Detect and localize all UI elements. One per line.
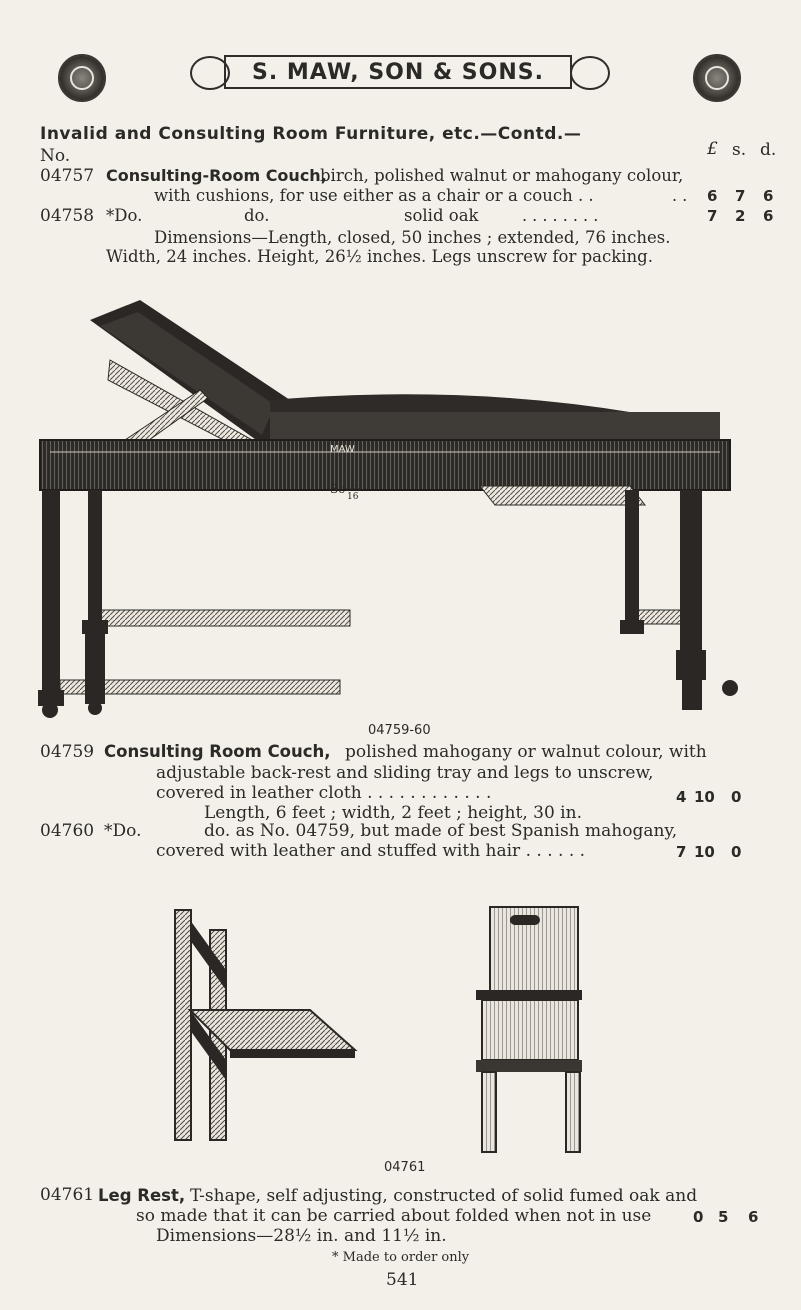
figure-caption: 04761 <box>384 1160 426 1175</box>
price-shillings: 10 <box>694 843 715 861</box>
left-seal-emblem <box>58 54 106 102</box>
figure-caption: 04759-60 <box>368 723 431 738</box>
item-no: 04759 <box>40 742 95 762</box>
item-desc-line: . . . . . . . . <box>522 206 599 225</box>
price-pounds: 7 <box>676 843 687 861</box>
price-pence: 6 <box>763 207 774 225</box>
item-desc-line: with cushions, for use either as a chair or a couch . . <box>154 186 594 205</box>
leg-rest-upright-illustration <box>470 905 590 1155</box>
item-desc-line: do. <box>244 206 270 225</box>
item-desc-line: adjustable back-rest and sliding tray and legs to unscrew, <box>156 763 654 783</box>
price-shillings: 5 <box>718 1208 729 1226</box>
couch-illustration <box>30 300 750 720</box>
item-no: 04761 <box>40 1185 95 1205</box>
scale-note: Sc <box>330 482 345 496</box>
dimensions-line: Dimensions—Length, closed, 50 inches ; extended, 76 inches. <box>154 228 671 247</box>
right-seal-emblem <box>693 54 741 102</box>
price-pounds: 6 <box>707 187 718 205</box>
price-pounds: 7 <box>707 207 718 225</box>
item-no: 04757 <box>40 166 95 186</box>
scale-numerator: 1 <box>350 479 356 489</box>
section-title: Invalid and Consulting Room Furniture, etc.—Contd.— <box>40 124 582 144</box>
price-pence: 0 <box>731 843 742 861</box>
item-name: *Do. <box>106 206 143 225</box>
price-pence: 6 <box>763 187 774 205</box>
item-desc-line: covered with leather and stuffed with hair . . . . . . <box>156 841 586 861</box>
item-desc-line: covered in leather cloth . . . . . . . . . . . . <box>156 783 492 803</box>
price-pence: 0 <box>731 788 742 806</box>
price-shillings: 10 <box>694 788 715 806</box>
price-shillings: 2 <box>735 207 746 225</box>
col-shilling: s. <box>732 140 747 160</box>
item-desc-line: Dimensions—28½ in. and 11½ in. <box>156 1226 447 1246</box>
item-name: Leg Rest, <box>98 1186 186 1205</box>
price-shillings: 7 <box>735 187 746 205</box>
price-pounds: 4 <box>676 788 687 806</box>
scale-denominator: 16 <box>347 492 359 502</box>
col-pound: £ <box>707 139 718 159</box>
price-pence: 6 <box>748 1208 759 1226</box>
footnote: * Made to order only <box>332 1250 470 1265</box>
leg-rest-folded-illustration <box>170 900 360 1150</box>
item-desc-line: solid oak <box>404 206 479 225</box>
price-pounds: 0 <box>693 1208 704 1226</box>
item-name: *Do. <box>104 821 142 841</box>
col-no: No. <box>40 146 71 166</box>
item-name: Consulting-Room Couch, <box>106 166 327 185</box>
item-desc-line: do. as No. 04759, but made of best Spanish mahogany, <box>204 821 678 841</box>
item-desc-line: so made that it can be carried about folded when not in use <box>136 1206 652 1226</box>
dimensions-line: Width, 24 inches. Height, 26½ inches. Legs unscrew for packing. <box>106 247 653 266</box>
firm-banner: S. MAW, SON & SONS. <box>224 55 572 89</box>
item-desc-line: T-shape, self adjusting, constructed of solid fumed oak and <box>190 1186 698 1206</box>
banner-right-scroll <box>570 56 610 90</box>
page-number: 541 <box>386 1270 419 1290</box>
item-desc-line: . . <box>672 186 688 205</box>
item-desc-line: Length, 6 feet ; width, 2 feet ; height, 30 in. <box>204 803 582 823</box>
item-no: 04760 <box>40 821 95 841</box>
col-pence: d. <box>760 140 777 160</box>
item-desc-line: polished mahogany or walnut colour, with <box>345 742 707 762</box>
item-name: Consulting Room Couch, <box>104 742 331 761</box>
item-no: 04758 <box>40 206 95 226</box>
item-desc-line: birch, polished walnut or mahogany colour, <box>320 166 684 185</box>
brand-mark: MAW <box>330 444 355 455</box>
